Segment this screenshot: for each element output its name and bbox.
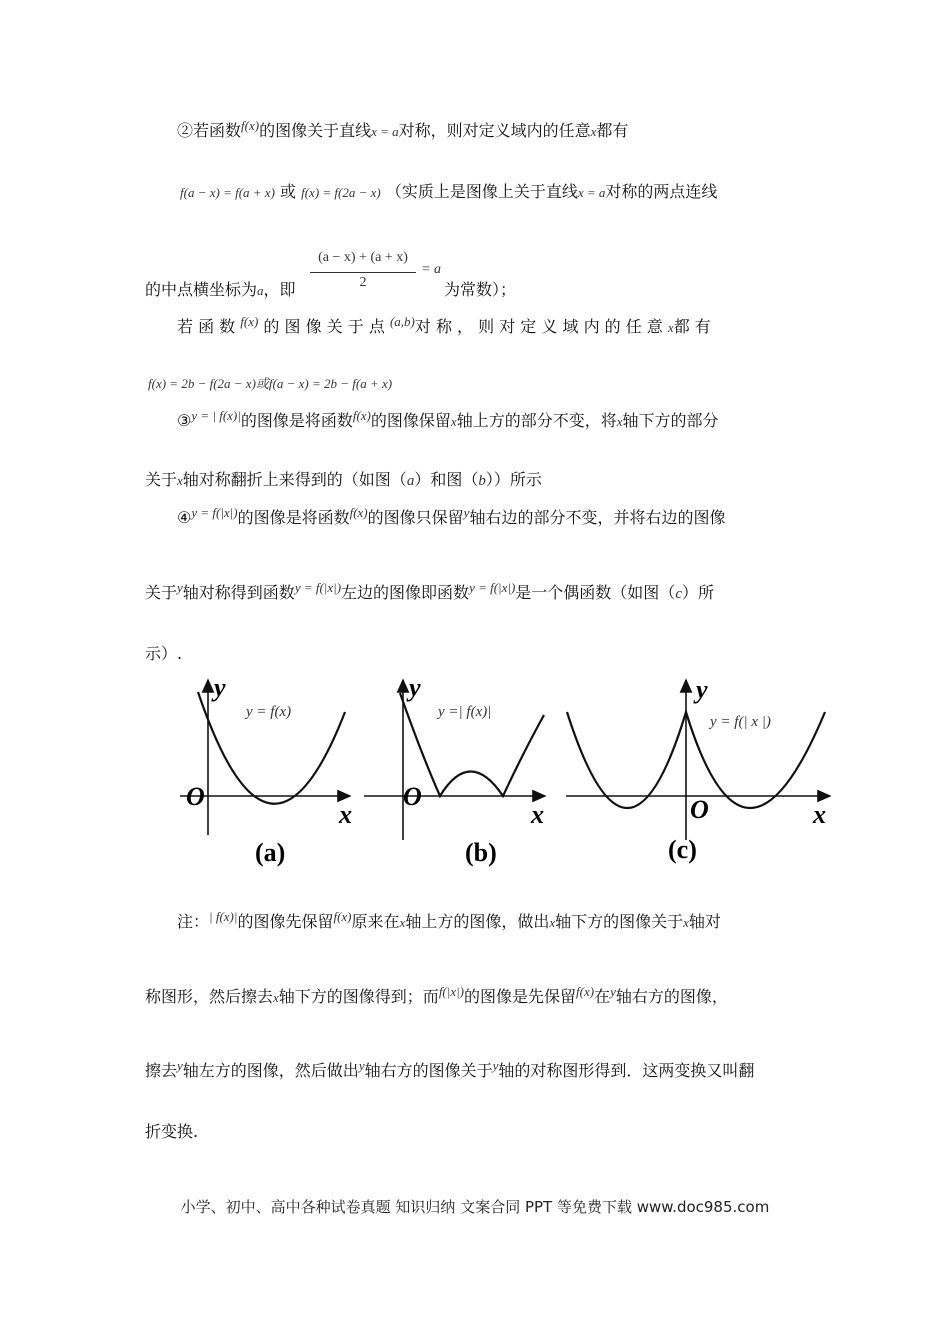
- y-axis-label: y: [214, 673, 226, 702]
- figure-c-caption: (c): [668, 835, 697, 864]
- text: 的图像是将函数: [237, 508, 350, 527]
- formula: x: [616, 414, 623, 429]
- x-axis-label: x: [813, 800, 826, 829]
- formula: a: [406, 473, 415, 489]
- formula: x: [590, 124, 597, 139]
- text: 的图像只保留: [367, 508, 464, 527]
- text: 原来在: [351, 912, 400, 931]
- text: ③: [177, 411, 192, 430]
- text: 或: [280, 182, 297, 201]
- y-axis-label: y: [696, 675, 708, 704]
- para-2-line-3-end: [444, 279, 516, 301]
- formula: f(x): [576, 984, 595, 999]
- formula: y: [358, 1058, 365, 1073]
- text: 的图像关于直线: [259, 121, 372, 140]
- text: 都有: [596, 121, 629, 140]
- formula: a: [257, 283, 264, 298]
- figure-b-label: y =| f(x)|: [438, 704, 492, 720]
- page-footer: 小学、初中、高中各种试卷真题 知识归纳 文案合同 PPT 等免费下载 www.doc985.com: [180, 1198, 770, 1216]
- text: 的图像先保留: [237, 912, 334, 931]
- text: ，即: [263, 280, 296, 299]
- text: 若 函 数: [177, 317, 236, 336]
- x-axis-label: x: [339, 800, 352, 829]
- text: 轴下方的图像得到；而: [278, 987, 439, 1006]
- para-2-line-5: [148, 372, 392, 395]
- text: 注：: [177, 912, 210, 931]
- formula: y = f(|x|): [469, 580, 516, 595]
- formula: c: [675, 586, 682, 602]
- formula: f(x): [240, 314, 259, 329]
- text: 在: [594, 987, 611, 1006]
- text: 都 有: [673, 317, 711, 336]
- formula: f(|x|): [438, 984, 464, 999]
- text: 轴右方的图像关于: [364, 1061, 493, 1080]
- note-line-4: [145, 1121, 198, 1143]
- text: 的图像保留: [370, 411, 451, 430]
- text: 轴右方的图像，: [615, 987, 728, 1006]
- text: 对称，则对定义域内的任意: [398, 121, 591, 140]
- fraction-bar: [310, 272, 416, 273]
- para-3-line-2: [145, 469, 542, 492]
- figure-b: [364, 673, 545, 867]
- para-3-line-1: [177, 410, 719, 433]
- para-2-line-3: [145, 279, 296, 302]
- text: 轴上方的图像，做出: [405, 912, 550, 931]
- formula: x: [273, 990, 279, 1005]
- curve-f-abs-x: [567, 712, 825, 808]
- text: 为常数）；: [444, 280, 517, 299]
- formula: x: [399, 915, 406, 930]
- figures: [0, 675, 950, 875]
- figure-c-label: y = f(| x |): [710, 714, 771, 730]
- formula: f(x) = 2b − f(2a − x)或f(a − x) = 2b − f(a + x): [148, 376, 393, 391]
- text: ）所: [681, 583, 714, 602]
- formula: x: [450, 414, 457, 429]
- para-4-line-3: [145, 643, 182, 665]
- formula: y = f(|x|): [191, 505, 238, 520]
- formula: | f(x)|: [209, 909, 238, 924]
- formula: y: [492, 1058, 499, 1073]
- text: 示）.: [145, 644, 183, 663]
- text: 的图像是先保留: [464, 987, 577, 1006]
- text: 关于: [145, 583, 178, 602]
- figure-a-caption: (a): [255, 838, 286, 867]
- formula: y: [177, 580, 183, 595]
- text: 轴下方的图像关于: [555, 912, 684, 931]
- fraction-numerator: (a − x) + (a + x): [318, 250, 408, 265]
- note-line-2: [145, 986, 728, 1009]
- text: 的图像是将函数: [240, 411, 353, 430]
- formula: y = f(|x|): [294, 580, 342, 595]
- formula: f(x): [241, 118, 260, 133]
- text: 轴的对称图形得到．这两变换又叫翻: [498, 1061, 755, 1080]
- text: ））所示: [485, 470, 542, 489]
- figure-b-caption: (b): [465, 838, 497, 867]
- fraction-denominator: 2: [359, 275, 367, 290]
- para-4-line-1: [177, 507, 725, 530]
- text: 对称的两点连线: [605, 182, 718, 201]
- formula: x: [177, 473, 183, 488]
- text: ）和图（: [414, 470, 479, 489]
- text: 轴对称翻折上来得到的（如图（: [182, 470, 407, 489]
- text: （实质上是图像上关于直线: [385, 182, 578, 201]
- formula: f(x): [349, 505, 368, 520]
- formula: x: [667, 320, 674, 335]
- para-2-line-2: [180, 181, 717, 204]
- para-2-line-1: [177, 120, 628, 143]
- text: 的中点横坐标为: [145, 280, 258, 299]
- x-axis-label: x: [531, 800, 544, 829]
- fraction-equals: = a: [421, 262, 441, 277]
- text: 的 图 像 关 于 点: [263, 317, 385, 336]
- text: 左边的图像即函数: [341, 583, 470, 602]
- y-axis-label: y: [409, 673, 421, 702]
- origin-label: O: [690, 795, 709, 824]
- text: 轴上方的部分不变，将: [456, 411, 617, 430]
- formula: x = a: [577, 185, 606, 200]
- formula: f(a − x) = f(a + x): [180, 185, 275, 200]
- figure-a-label: y = f(x): [246, 704, 292, 720]
- text: 称图形，然后擦去: [145, 987, 274, 1006]
- formula: y: [177, 1058, 183, 1073]
- origin-label: O: [403, 782, 422, 811]
- formula: x = a: [371, 124, 399, 139]
- figure-a: [180, 673, 352, 867]
- text: 擦去: [145, 1061, 178, 1080]
- note-line-3: [145, 1060, 754, 1083]
- formula: f(x) = f(2a − x): [301, 185, 381, 200]
- para-2-line-4: [177, 316, 711, 339]
- text: 对 称 ， 则 对 定 义 域 内 的 任 意: [414, 317, 663, 336]
- para-4-line-2: [145, 582, 714, 605]
- text: 关于: [145, 470, 178, 489]
- formula: (a,b): [389, 314, 415, 329]
- formula: x: [549, 915, 556, 930]
- text: 轴右边的部分不变，并将右边的图像: [469, 508, 726, 527]
- text: 折变换.: [145, 1122, 199, 1141]
- formula: x: [683, 915, 689, 930]
- formula: b: [478, 473, 486, 489]
- formula: y: [463, 505, 470, 520]
- figure-c: [566, 675, 830, 864]
- formula: f(x): [352, 408, 371, 423]
- text: 是一个偶函数（如图（: [515, 583, 676, 602]
- text: ②若函数: [177, 121, 242, 140]
- text: 轴对称得到函数: [182, 583, 295, 602]
- text: 轴左方的图像，然后做出: [182, 1061, 359, 1080]
- text: 轴对: [688, 912, 721, 931]
- formula: y: [610, 984, 616, 999]
- text: 轴下方的部分: [622, 411, 719, 430]
- origin-label: O: [186, 782, 205, 811]
- note-line-1: [177, 911, 721, 934]
- formula: f(x): [333, 909, 352, 924]
- text: ④: [177, 508, 192, 527]
- formula: y = | f(x)|: [191, 408, 241, 423]
